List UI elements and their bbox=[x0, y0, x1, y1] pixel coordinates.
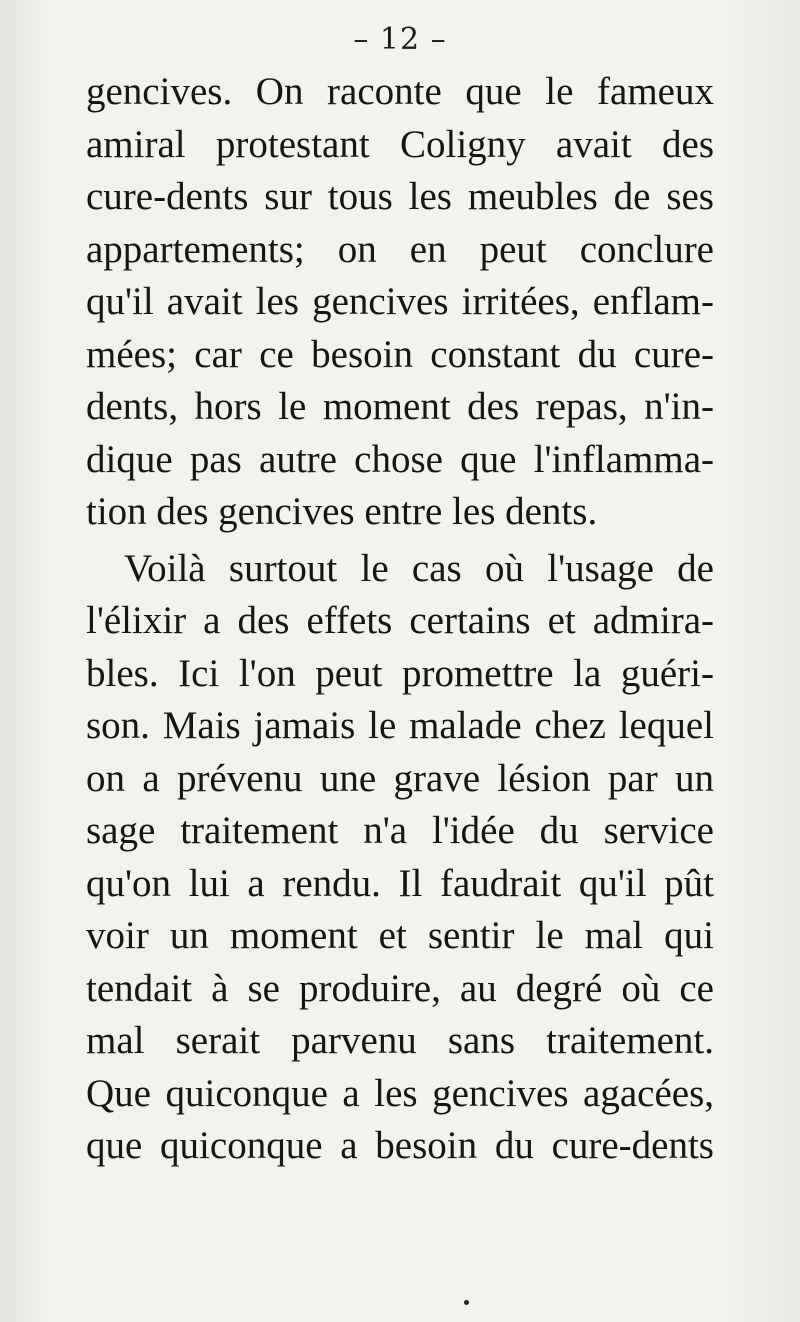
text-line: mées; car ce besoin constant du cure- bbox=[86, 332, 714, 376]
text-line: gencives. On raconte que le fameux bbox=[86, 70, 714, 113]
text-line: l'élixir a des effets certains et admira- bbox=[86, 599, 714, 642]
text-line: on a prévenu une grave lésion par un bbox=[86, 756, 714, 800]
text-line: cure-dents sur tous les meubles de ses bbox=[86, 175, 714, 218]
text-line: Voilà surtout le cas où l'usage de bbox=[124, 546, 714, 590]
text-line: mal serait parvenu sans traitement. bbox=[86, 1019, 714, 1062]
text-line: bles. Ici l'on peut promettre la guéri- bbox=[86, 651, 714, 695]
text-line: Que quiconque a les gencives agacées, bbox=[86, 1071, 714, 1115]
paragraph bbox=[86, 66, 714, 539]
text-line: amiral protestant Coligny avait des bbox=[86, 122, 714, 166]
text-line: son. Mais jamais le malade chez lequel bbox=[86, 704, 714, 747]
text-line: qu'on lui a rendu. Il faudrait qu'il pût bbox=[86, 861, 714, 905]
text-line: qu'il avait les gencives irritées, enflam- bbox=[86, 280, 714, 323]
text-line: tendait à se produire, au degré où ce bbox=[86, 966, 714, 1010]
ink-speck bbox=[464, 1300, 469, 1305]
text-line: dique pas autre chose que l'inflamma- bbox=[86, 437, 714, 481]
text-line: que quiconque a besoin du cure-dents bbox=[86, 1124, 714, 1167]
text-line: sage traitement n'a l'idée du service bbox=[86, 809, 714, 852]
paragraph bbox=[86, 543, 714, 1173]
text-line: appartements; on en peut conclure bbox=[86, 227, 714, 271]
text-line: dents, hors le moment des repas, n'in- bbox=[86, 385, 714, 428]
text-line: voir un moment et sentir le mal qui bbox=[86, 914, 714, 957]
page-number-header: – 12 – bbox=[353, 22, 447, 57]
body-text bbox=[86, 66, 714, 1173]
text-line: tion des gencives entre les dents. bbox=[86, 490, 598, 533]
